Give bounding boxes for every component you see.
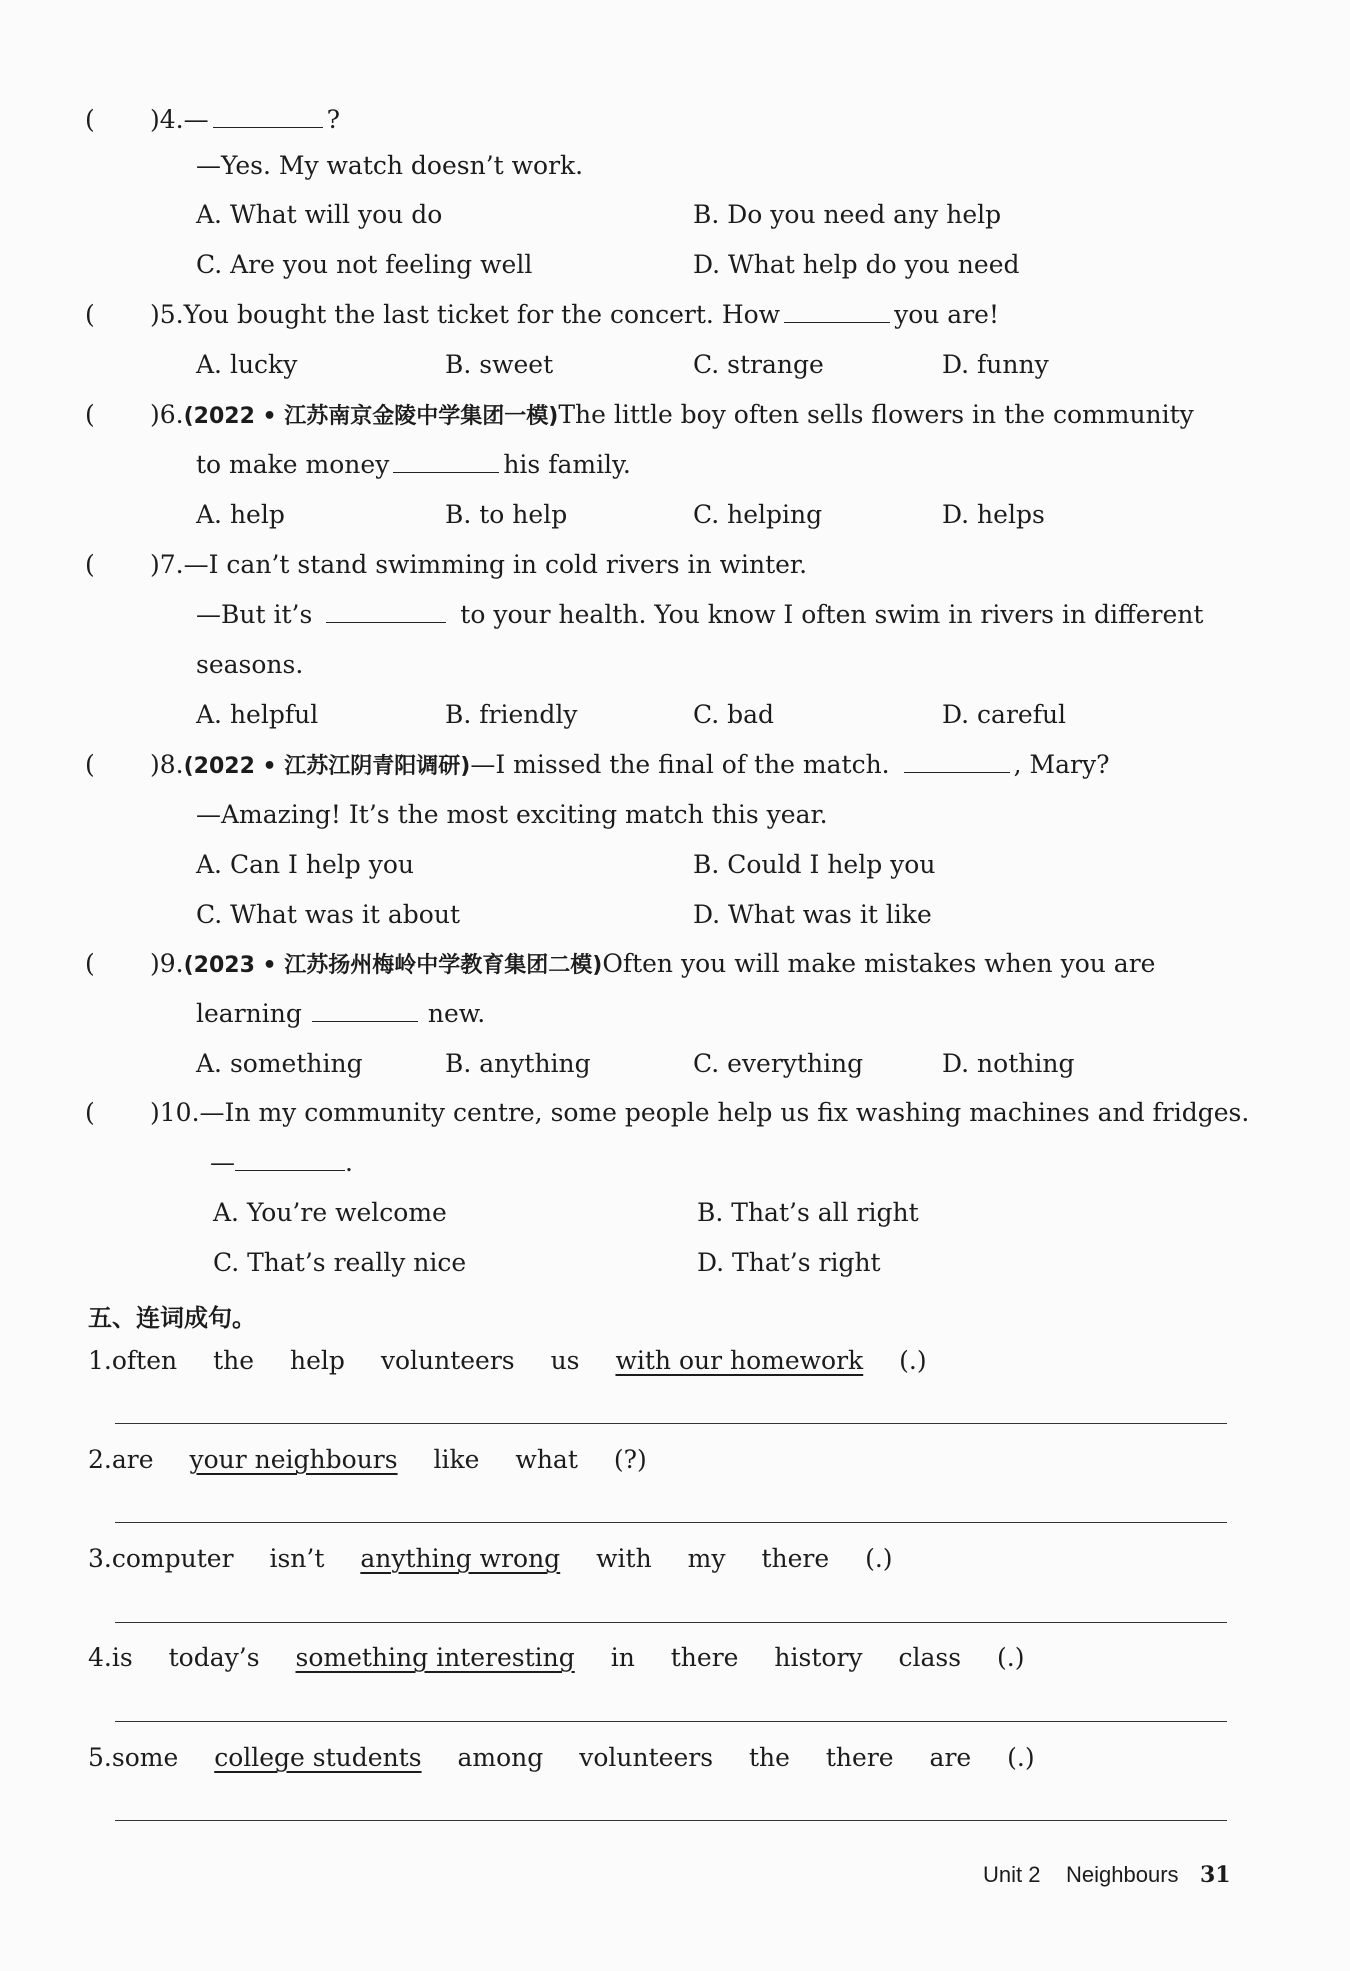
underlined-phrase: anything wrong (360, 1544, 561, 1573)
question-6-line2: to make money his family. (196, 450, 631, 479)
answer-paren[interactable]: ( (85, 400, 95, 429)
footer-unit: Unit 2 (983, 1862, 1041, 1887)
answer-line[interactable] (115, 1622, 1227, 1623)
question-8-stem: )8.(2022 • 江苏江阴青阳调研)—I missed the final of the match. , Mary? (150, 750, 1110, 779)
question-8-reply: —Amazing! It’s the most exciting match this year. (196, 800, 828, 829)
question-9-line2: learning new. (196, 999, 486, 1028)
option-d[interactable]: D. funny (942, 350, 1049, 379)
option-c[interactable]: C. everything (693, 1049, 864, 1078)
option-b[interactable]: B. anything (445, 1049, 591, 1078)
question-9-stem: )9.(2023 • 江苏扬州梅岭中学教育集团二模)Often you will make mistakes when you are (150, 949, 1156, 978)
source-tag: (2022 • 江苏南京金陵中学集团一模) (183, 404, 559, 429)
blank[interactable] (213, 105, 323, 128)
option-b[interactable]: B. That’s all right (697, 1198, 919, 1227)
blank[interactable] (784, 300, 890, 323)
question-7-line3: seasons. (196, 650, 304, 679)
paren: ( (85, 105, 95, 134)
answer-line[interactable] (115, 1423, 1227, 1424)
option-a[interactable]: A. helpful (196, 700, 319, 729)
question-10-line2: — . (210, 1148, 353, 1177)
blank[interactable] (904, 750, 1010, 773)
option-a[interactable]: A. You’re welcome (213, 1198, 447, 1227)
page-number: 31 (1200, 1862, 1231, 1888)
answer-line[interactable] (115, 1721, 1227, 1722)
question-7-line2: —But it’s to your health. You know I often swim in rivers in different (196, 600, 1204, 629)
option-b[interactable]: B. sweet (445, 350, 554, 379)
option-a[interactable]: A. help (196, 500, 285, 529)
sentence-item: 3.computer isn’t anything wrong with my there (.) (88, 1544, 893, 1573)
answer-paren[interactable]: ( (85, 300, 95, 329)
answer-line[interactable] (115, 1522, 1227, 1523)
sentence-item: 2.are your neighbours like what (?) (88, 1445, 647, 1474)
option-d[interactable]: D. What help do you need (693, 250, 1020, 279)
underlined-phrase: college students (214, 1743, 422, 1772)
source-tag: (2023 • 江苏扬州梅岭中学教育集团二模) (183, 953, 603, 978)
footer-title: Neighbours (1066, 1862, 1179, 1887)
sentence-item: 4.is today’s something interesting in there history class (.) (88, 1643, 1025, 1672)
option-b[interactable]: B. Could I help you (693, 850, 936, 879)
question-10-stem: )10.—In my community centre, some people help us fix washing machines and fridges. (150, 1098, 1250, 1127)
sentence-item: 1.often the help volunteers us with our homework (.) (88, 1346, 927, 1375)
option-a[interactable]: A. lucky (196, 350, 298, 379)
section-heading: 五、连词成句。 (88, 1304, 256, 1332)
underlined-phrase: your neighbours (189, 1445, 398, 1474)
option-a[interactable]: A. something (196, 1049, 363, 1078)
option-d[interactable]: D. careful (942, 700, 1067, 729)
question-4-reply: —Yes. My watch doesn’t work. (196, 151, 584, 180)
option-b[interactable]: B. Do you need any help (693, 200, 1002, 229)
option-c[interactable]: C. strange (693, 350, 824, 379)
option-d[interactable]: D. nothing (942, 1049, 1075, 1078)
blank[interactable] (312, 999, 418, 1022)
option-c[interactable]: C. What was it about (196, 900, 461, 929)
option-a[interactable]: A. What will you do (196, 200, 443, 229)
underlined-phrase: with our homework (615, 1346, 864, 1375)
option-c[interactable]: C. That’s really nice (213, 1248, 467, 1277)
question-6-stem: )6.(2022 • 江苏南京金陵中学集团一模)The little boy often sells flowers in the community (150, 400, 1194, 429)
answer-paren[interactable]: ( (85, 550, 95, 579)
option-b[interactable]: B. to help (445, 500, 568, 529)
answer-line[interactable] (115, 1820, 1227, 1821)
blank[interactable] (393, 450, 499, 473)
option-c[interactable]: C. helping (693, 500, 823, 529)
option-b[interactable]: B. friendly (445, 700, 578, 729)
option-c[interactable]: C. bad (693, 700, 775, 729)
option-d[interactable]: D. helps (942, 500, 1045, 529)
question-4-stem: )4.— ? (150, 105, 341, 134)
blank[interactable] (326, 600, 446, 623)
answer-paren[interactable]: ( (85, 1098, 95, 1127)
question-5-stem: )5.You bought the last ticket for the concert. How you are! (150, 300, 999, 329)
blank[interactable] (235, 1148, 345, 1171)
option-a[interactable]: A. Can I help you (196, 850, 414, 879)
answer-paren[interactable]: ( (85, 949, 95, 978)
option-d[interactable]: D. That’s right (697, 1248, 881, 1277)
source-tag: (2022 • 江苏江阴青阳调研) (183, 754, 471, 779)
sentence-item: 5.some college students among volunteers the there are (.) (88, 1743, 1035, 1772)
answer-paren[interactable] (85, 104, 95, 136)
answer-paren[interactable]: ( (85, 750, 95, 779)
option-c[interactable]: C. Are you not feeling well (196, 250, 533, 279)
underlined-phrase: something interesting (295, 1643, 575, 1672)
question-7-stem: )7.—I can’t stand swimming in cold rivers in winter. (150, 550, 808, 579)
option-d[interactable]: D. What was it like (693, 900, 932, 929)
